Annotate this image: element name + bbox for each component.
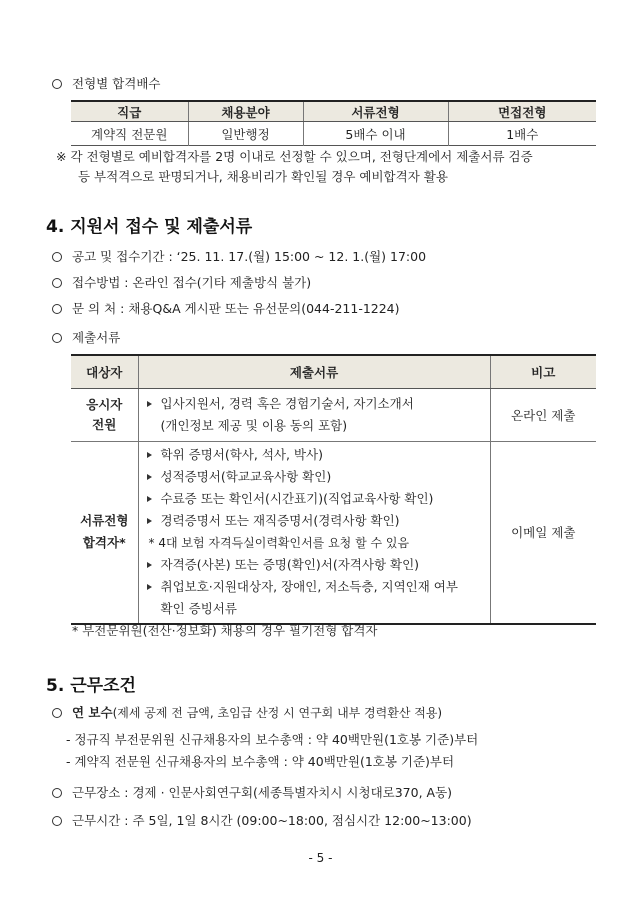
triangle-bullet-icon [147,584,152,590]
cell-documents: 학위 증명서(학사, 석사, 박사) 성적증명서(학교교육사항 확인) 수료증 또는 확인서(시간표기)(직업교육사항 확인) 경력증명서 또는 재직증명서(경력사항 확인) * 4대 보험 자격득실이력확인서를 요청 할 수 있음 자격증(사본) 또는 증명(확인)서(자격사항 확인) 취업보호·지원대상자, 장애인, 저소득층, 지역인재 여부 확인 증빙서류 [138,442,490,624]
cell-target: 서류전형 합격자* [80,513,129,551]
cell-target: 응시자 전원 [71,389,138,442]
cell-document-screening: 5배수 이내 [303,122,448,146]
cell-field: 일반행정 [188,122,303,146]
documents-table [71,354,596,625]
ratio-note-line2: 등 부적격으로 판명되거나, 채용비리가 확인될 경우 예비합격자 활용 [78,169,448,184]
annual-pay: 연 보수(제세 공제 전 금액, 초임급 산정 시 연구회 내부 경력환산 적용) [52,703,442,721]
col-header-remark: 비고 [490,355,596,389]
col-header-rank: 직급 [71,101,188,122]
cell-rank: 계약직 전문원 [91,126,168,142]
work-hours: 근무시간 : 주 5일, 1일 8시간 (09:00~18:00, 점심시간 12:00~13:00) [52,811,472,829]
cell-documents: 입사지원서, 경력 혹은 경험기술서, 자기소개서 (개인정보 제공 및 이용 동의 포함) [138,389,490,442]
cell-remark: 온라인 제출 [490,389,596,442]
table-row [71,442,596,624]
col-header-document-screening: 서류전형 [303,101,448,122]
cell-interview: 1배수 [448,122,596,146]
col-header-interview: 면접전형 [448,101,596,122]
circle-bullet-icon [52,278,62,288]
documents-heading: 제출서류 [52,328,120,346]
work-place: 근무장소 : 경제 · 인문사회연구회(세종특별자치시 시청대로370, A동) [52,783,452,801]
table-row [71,122,596,146]
col-header-field: 채용분야 [188,101,303,122]
ratio-table-header [71,101,596,122]
triangle-bullet-icon [147,452,152,458]
col-header-documents: 제출서류 [138,355,490,389]
triangle-bullet-icon [147,518,152,524]
application-method: 접수방법 : 온라인 접수(기타 제출방식 불가) [52,273,311,291]
triangle-bullet-icon [147,401,152,407]
circle-bullet-icon [52,816,62,826]
triangle-bullet-icon [147,474,152,480]
col-header-target: 대상자 [71,355,138,389]
cell-remark: 이메일 제출 [490,442,596,624]
triangle-bullet-icon [147,496,152,502]
inquiry-contact: 문 의 처 : 채용Q&A 게시판 또는 유선문의(044-211-1224) [52,299,400,317]
page-number: - 5 - [308,851,333,865]
application-period: 공고 및 접수기간 : ‘25. 11. 17.(월) 15:00 ~ 12. 1.(월) 17:00 [52,247,426,265]
documents-footnote: * 부전문위원(전산·정보화) 채용의 경우 필기전형 합격자 [72,623,378,638]
documents-table-header [71,355,596,389]
section-5-title: 5. 근무조건 [46,676,136,696]
ratio-heading: 전형별 합격배수 [52,74,161,92]
circle-bullet-icon [52,304,62,314]
ratio-note-line1: ※ 각 전형별로 예비합격자를 2명 이내로 선정할 수 있으며, 전형단계에서 제출서류 검증 [56,149,533,164]
ratio-table [71,100,596,146]
triangle-bullet-icon [147,562,152,568]
circle-bullet-icon [52,79,62,89]
circle-bullet-icon [52,788,62,798]
pay-item-regular: - 정규직 부전문위원 신규채용자의 보수총액 : 약 40백만원(1호봉 기준)부터 [66,732,479,747]
table-row [71,389,596,442]
pay-item-contract: - 계약직 전문원 신규채용자의 보수총액 : 약 40백만원(1호봉 기준)부터 [66,754,455,769]
circle-bullet-icon [52,333,62,343]
circle-bullet-icon [52,708,62,718]
circle-bullet-icon [52,252,62,262]
section-4-title: 4. 지원서 접수 및 제출서류 [46,217,253,237]
